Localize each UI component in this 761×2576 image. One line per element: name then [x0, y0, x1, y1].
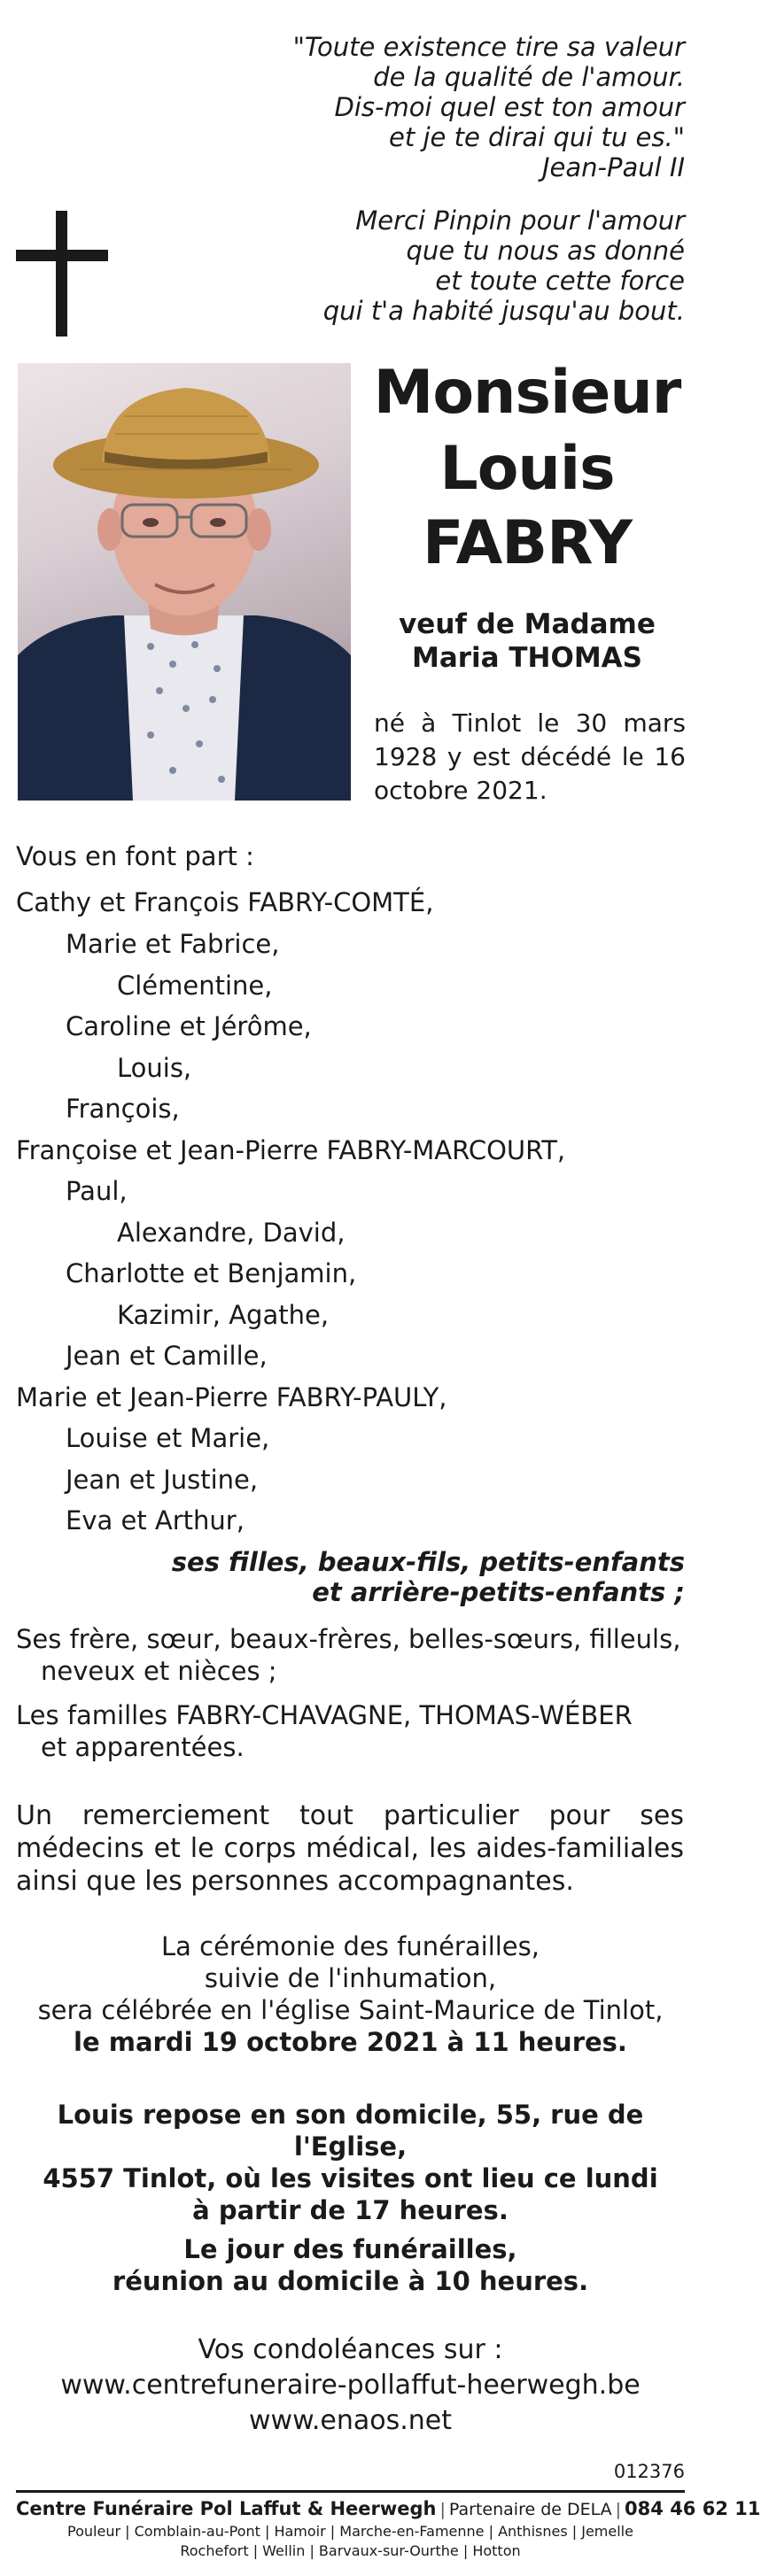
ceremony-line: La cérémonie des funérailles, [161, 1931, 540, 1961]
family-member: Caroline et Jérôme, [66, 1011, 312, 1041]
widow-line: veuf de Madame [399, 608, 656, 640]
quote-block [293, 32, 685, 182]
family-member: Françoise et Jean-Pierre FABRY-MARCOURT, [16, 1135, 566, 1165]
deceased-title: Monsieur [373, 358, 681, 428]
family-member: Kazimir, Agathe, [117, 1300, 330, 1330]
dedication-block [323, 205, 685, 326]
family-member: Eva et Arthur, [66, 1505, 245, 1536]
quote-line: "Toute existence tire sa valeur [292, 32, 685, 62]
relation-line: ses filles, beaux-fils, petits-enfants [171, 1547, 685, 1577]
widow-block [359, 607, 695, 675]
quote-author: Jean-Paul II [541, 152, 685, 182]
visit-line: Louis repose en son domicile, 55, rue de l'Eglise, [57, 2100, 644, 2162]
thanks-paragraph: Un remerciement tout particulier pour ses médecins et le corps médical, les aides-familiales ainsi que les personnes accompagnantes. [16, 1800, 684, 1897]
ceremony-line: sera célébrée en l'église Saint-Maurice de Tinlot, [37, 1995, 664, 2025]
visit-line: 4557 Tinlot, où les visites ont lieu ce lundi [43, 2163, 658, 2193]
family-member: Paul, [66, 1176, 128, 1206]
ceremony-block [0, 1930, 701, 2058]
meeting-block [0, 2233, 701, 2297]
visit-block [0, 2099, 701, 2226]
dedication-line: Merci Pinpin pour l'amour [355, 205, 685, 236]
footer-divider [16, 2490, 685, 2493]
footer-locations: Rochefort | Wellin | Barvaux-sur-Ourthe | Hotton [180, 2542, 521, 2559]
condolences-label: Vos condoléances sur : [198, 2334, 503, 2365]
family-member: Alexandre, David, [117, 1218, 346, 1248]
siblings-line: Ses frère, sœur, beaux-frères, belles-sœurs, filleuls, [16, 1624, 681, 1654]
footer-partner: Partenaire de DELA [448, 2500, 612, 2519]
quote-line: et je te dirai qui tu es." [389, 122, 685, 152]
family-member: Louise et Marie, [66, 1423, 270, 1453]
family-member: Marie et Jean-Pierre FABRY-PAULY, [16, 1382, 447, 1412]
condolences-link[interactable]: www.enaos.net [249, 2405, 452, 2436]
deceased-last-name: FABRY [423, 508, 632, 578]
dedication-line: qui t'a habité jusqu'au bout. [322, 296, 685, 326]
families-line: et apparentées. [41, 1732, 245, 1762]
family-member: Clémentine, [117, 971, 273, 1001]
dedication-line: que tu nous as donné [406, 236, 685, 266]
footer-company-line: Centre Funéraire Pol Laffut & Heerwegh | Partenaire de DELA | 084 46 62 11 [16, 2498, 761, 2519]
family-member: Louis, [117, 1053, 192, 1083]
ceremony-line: suivie de l'inhumation, [204, 1963, 497, 1993]
cross-icon [16, 211, 108, 337]
birth-death-text: né à Tinlot le 30 mars 1928 y est décédé le 16 octobre 2021. [374, 708, 686, 805]
deceased-first-name: Louis [439, 434, 615, 504]
widow-spouse: Maria THOMAS [411, 642, 642, 674]
footer-company: Centre Funéraire Pol Laffut & Heerwegh [16, 2498, 437, 2519]
family-member: Jean et Camille, [66, 1341, 268, 1371]
siblings-line: neveux et nièces ; [41, 1656, 277, 1686]
footer-locations: Pouleur | Comblain-au-Pont | Hamoir | Marche-en-Famenne | Anthisnes | Jemelle [67, 2523, 633, 2540]
footer-phone[interactable]: 084 46 62 11 [625, 2498, 761, 2519]
family-member: François, [66, 1094, 180, 1124]
quote-line: Dis-moi quel est ton amour [334, 92, 685, 122]
condolences-block [0, 2332, 701, 2439]
quote-line: de la qualité de l'amour. [373, 62, 685, 92]
family-member: Cathy et François FABRY-COMTÉ, [16, 887, 434, 917]
reference-number: 012376 [613, 2461, 685, 2482]
relation-line: et arrière-petits-enfants ; [312, 1577, 685, 1607]
family-member: Charlotte et Benjamin, [66, 1258, 357, 1288]
portrait-photo [18, 363, 351, 801]
visit-line: à partir de 17 heures. [192, 2195, 509, 2225]
family-member: Marie et Fabrice, [66, 929, 280, 959]
families-line: Les familles FABRY-CHAVAGNE, THOMAS-WÉBER [16, 1700, 633, 1730]
meeting-line: Le jour des funérailles, [183, 2234, 517, 2264]
condolences-link[interactable]: www.centrefuneraire-pollaffut-heerwegh.be [60, 2370, 641, 2401]
family-intro: Vous en font part : [16, 841, 254, 871]
family-member: Jean et Justine, [66, 1465, 259, 1495]
ceremony-date: le mardi 19 octobre 2021 à 11 heures. [74, 2027, 627, 2057]
meeting-line: réunion au domicile à 10 heures. [112, 2266, 589, 2296]
dedication-line: et toute cette force [435, 266, 685, 296]
